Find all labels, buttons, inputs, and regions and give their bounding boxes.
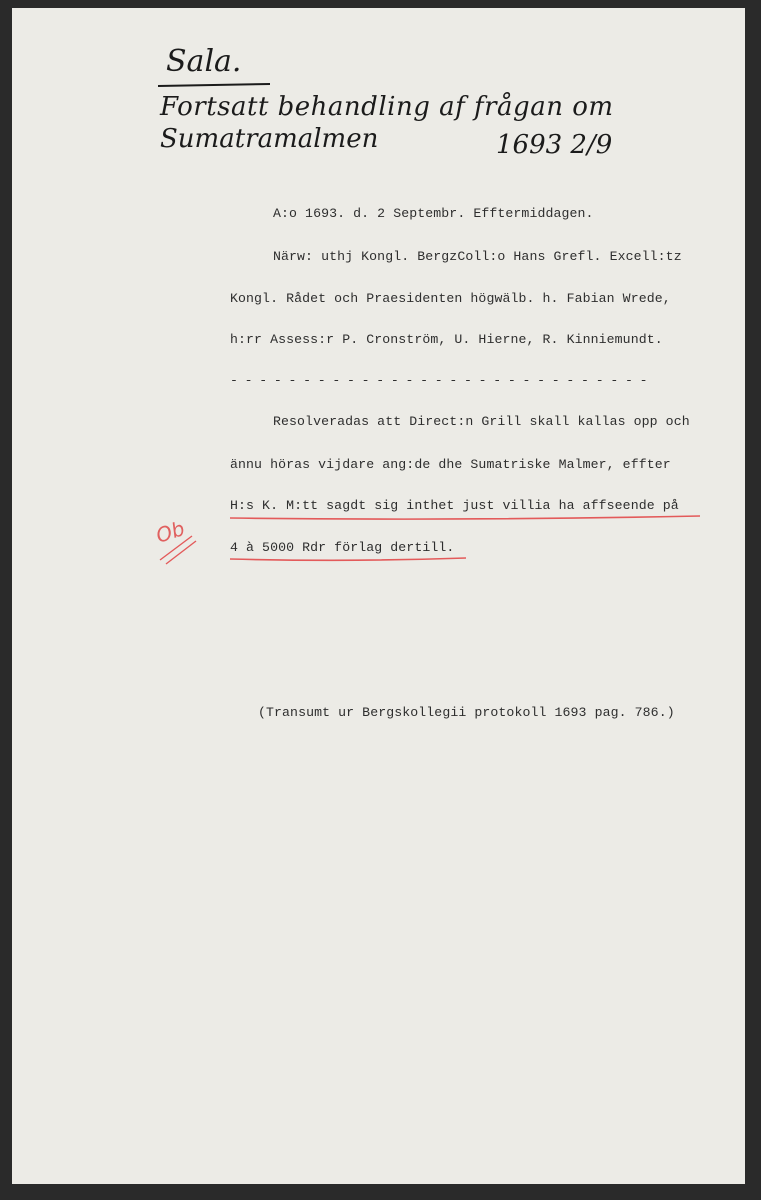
handwritten-title-line-1: Fortsatt behandling af frågan om bbox=[160, 92, 614, 122]
place-underline bbox=[158, 84, 270, 86]
body-line-7: ännu höras vijdare ang:de dhe Sumatriske Malmer, effter bbox=[230, 457, 671, 472]
source-citation: (Transumt ur Bergskollegii protokoll 1693 pag. 786.) bbox=[258, 705, 675, 720]
body-line-8: H:s K. M:tt sagdt sig inthet just villia ha affseende på bbox=[230, 498, 679, 513]
handwritten-title-line-2: Sumatramalmen bbox=[160, 124, 379, 154]
handwritten-place: Sala. bbox=[166, 44, 242, 79]
body-line-3: Kongl. Rådet och Praesidenten högwälb. h. Fabian Wrede, bbox=[230, 291, 671, 306]
body-line-6: Resolveradas att Direct:n Grill skall kallas opp och bbox=[273, 414, 690, 429]
body-line-4: h:rr Assess:r P. Cronström, U. Hierne, R. Kinniemundt. bbox=[230, 332, 663, 347]
margin-mark: Ob bbox=[152, 516, 188, 548]
handwritten-date-ref: 1693 2/9 bbox=[496, 130, 613, 160]
body-line-9: 4 à 5000 Rdr förlag dertill. bbox=[230, 540, 455, 555]
body-line-1: A:o 1693. d. 2 Septembr. Efftermiddagen. bbox=[273, 206, 594, 221]
red-underline-2 bbox=[230, 558, 466, 560]
separator-line: - - - - - - - - - - - - - - - - - - - - - - - - - - - - - bbox=[230, 373, 647, 388]
body-line-2: Närw: uthj Kongl. BergzColl:o Hans Grefl. Excell:tz bbox=[273, 249, 682, 264]
red-underline-1 bbox=[230, 516, 700, 519]
